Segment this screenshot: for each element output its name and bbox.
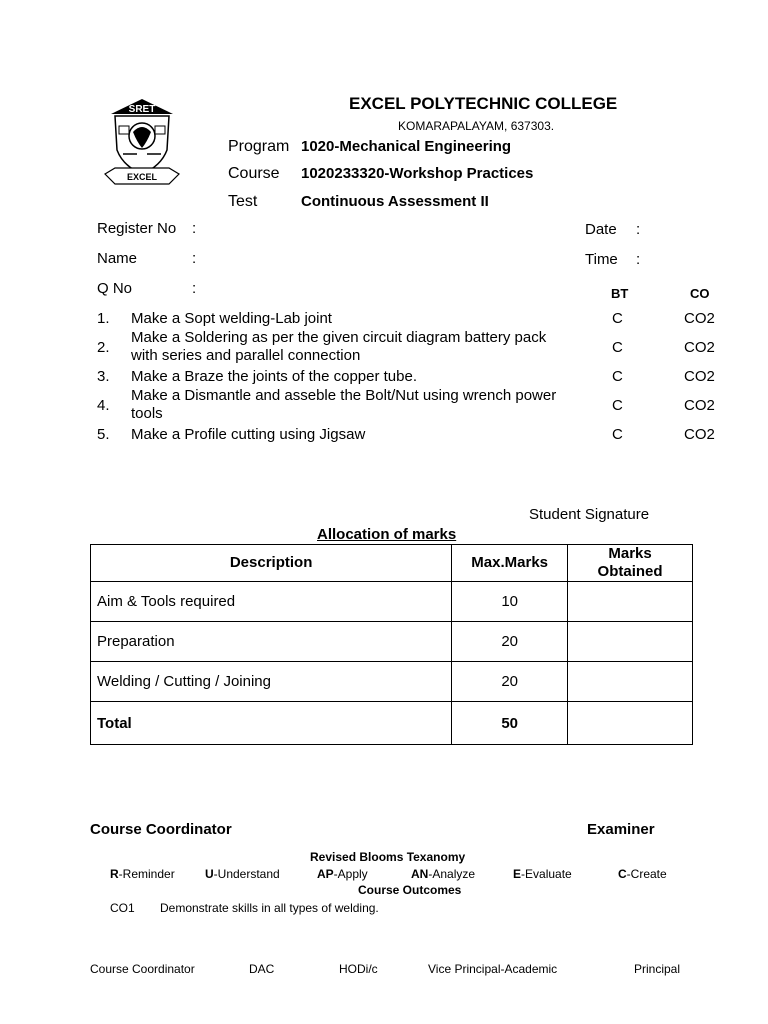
footer-hod: HODi/c: [339, 962, 378, 976]
row-description: Preparation: [91, 622, 452, 662]
row-marks-obtained[interactable]: [568, 662, 693, 702]
question-number: 2.: [97, 339, 110, 356]
name-colon: :: [192, 250, 197, 267]
course-value: 1020233320-Workshop Practices: [301, 165, 534, 182]
table-row: [91, 582, 693, 622]
blooms-level: AP-Apply: [317, 867, 368, 881]
question-bt: C: [612, 368, 623, 385]
time-label: Time: [585, 251, 618, 268]
college-name: EXCEL POLYTECHNIC COLLEGE: [349, 94, 618, 113]
time-colon: :: [636, 251, 641, 268]
date-colon: :: [636, 221, 641, 238]
row-description: Aim & Tools required: [91, 582, 452, 622]
course-outcome-text: Demonstrate skills in all types of welding.: [160, 901, 379, 915]
row-description: Welding / Cutting / Joining: [91, 662, 452, 702]
footer-course-coordinator: Course Coordinator: [90, 962, 195, 976]
total-row: [91, 702, 693, 745]
course-outcome-code: CO1: [110, 901, 135, 915]
program-value: 1020-Mechanical Engineering: [301, 138, 512, 155]
marks-obtained-header: Marks Obtained: [568, 545, 693, 582]
description-header: Description: [91, 545, 452, 582]
question-co: CO2: [684, 339, 715, 356]
date-label: Date: [585, 221, 617, 238]
blooms-level: R-Reminder: [110, 867, 175, 881]
question-text: Make a Profile cutting using Jigsaw: [131, 426, 366, 443]
test-label: Test: [228, 193, 258, 210]
question-co: CO2: [684, 426, 715, 443]
marks-table-header: [91, 545, 693, 582]
row-max-marks: 20: [452, 662, 568, 702]
question-bt: C: [612, 310, 623, 327]
question-text: Make a Soldering as per the given circuit diagram battery pack with series and parallel connection: [131, 329, 547, 364]
total-marks-obtained[interactable]: [568, 702, 693, 745]
blooms-title: Revised Blooms Texanomy: [310, 850, 466, 864]
question-bt: C: [612, 397, 623, 414]
row-marks-obtained[interactable]: [568, 622, 693, 662]
total-label: Total: [91, 702, 452, 745]
bt-header: BT: [611, 286, 629, 301]
question-text: Make a Braze the joints of the copper tube.: [131, 368, 418, 385]
test-value: Continuous Assessment II: [301, 193, 489, 210]
course-coordinator-signature: Course Coordinator: [90, 821, 232, 838]
table-row: [91, 662, 693, 702]
svg-text:SRET: SRET: [128, 104, 156, 115]
question-bt: C: [612, 339, 623, 356]
co-header: CO: [690, 286, 710, 301]
question-number: 4.: [97, 397, 110, 414]
row-max-marks: 20: [452, 622, 568, 662]
question-text: Make a Dismantle and asseble the Bolt/Nut using wrench power tools: [131, 387, 557, 422]
question-number: 1.: [97, 310, 110, 327]
footer-dac: DAC: [249, 962, 275, 976]
question-number: 3.: [97, 368, 110, 385]
question-number: 5.: [97, 426, 110, 443]
question-co: CO2: [684, 310, 715, 327]
blooms-level: C-Create: [618, 867, 667, 881]
register-no-label: Register No: [97, 220, 177, 237]
college-address: KOMARAPALAYAM, 637303.: [398, 119, 555, 133]
program-label: Program: [228, 138, 290, 155]
examiner-signature: Examiner: [587, 821, 655, 838]
question-text: Make a Sopt welding-Lab joint: [131, 310, 332, 327]
row-max-marks: 10: [452, 582, 568, 622]
table-row: [91, 622, 693, 662]
q-no-label: Q No: [97, 280, 133, 297]
blooms-level: E-Evaluate: [513, 867, 572, 881]
name-label: Name: [97, 250, 138, 267]
question-co: CO2: [684, 397, 715, 414]
course-outcomes-title: Course Outcomes: [358, 883, 462, 897]
blooms-level: AN-Analyze: [411, 867, 476, 881]
course-label: Course: [228, 165, 280, 182]
svg-text:EXCEL: EXCEL: [126, 172, 158, 182]
row-marks-obtained[interactable]: [568, 582, 693, 622]
college-logo: [103, 98, 181, 188]
max-marks-header: Max.Marks: [452, 545, 568, 582]
marks-table: [90, 544, 693, 745]
footer-principal: Principal: [634, 962, 681, 976]
blooms-level: U-Understand: [205, 867, 280, 881]
total-max-marks: 50: [452, 702, 568, 745]
footer-vice-principal: Vice Principal-Academic: [428, 962, 558, 976]
allocation-title: Allocation of marks: [317, 526, 457, 543]
q-no-colon: :: [192, 280, 197, 297]
register-no-colon: :: [192, 220, 197, 237]
question-bt: C: [612, 426, 623, 443]
student-signature-label: Student Signature: [529, 506, 650, 523]
question-co: CO2: [684, 368, 715, 385]
